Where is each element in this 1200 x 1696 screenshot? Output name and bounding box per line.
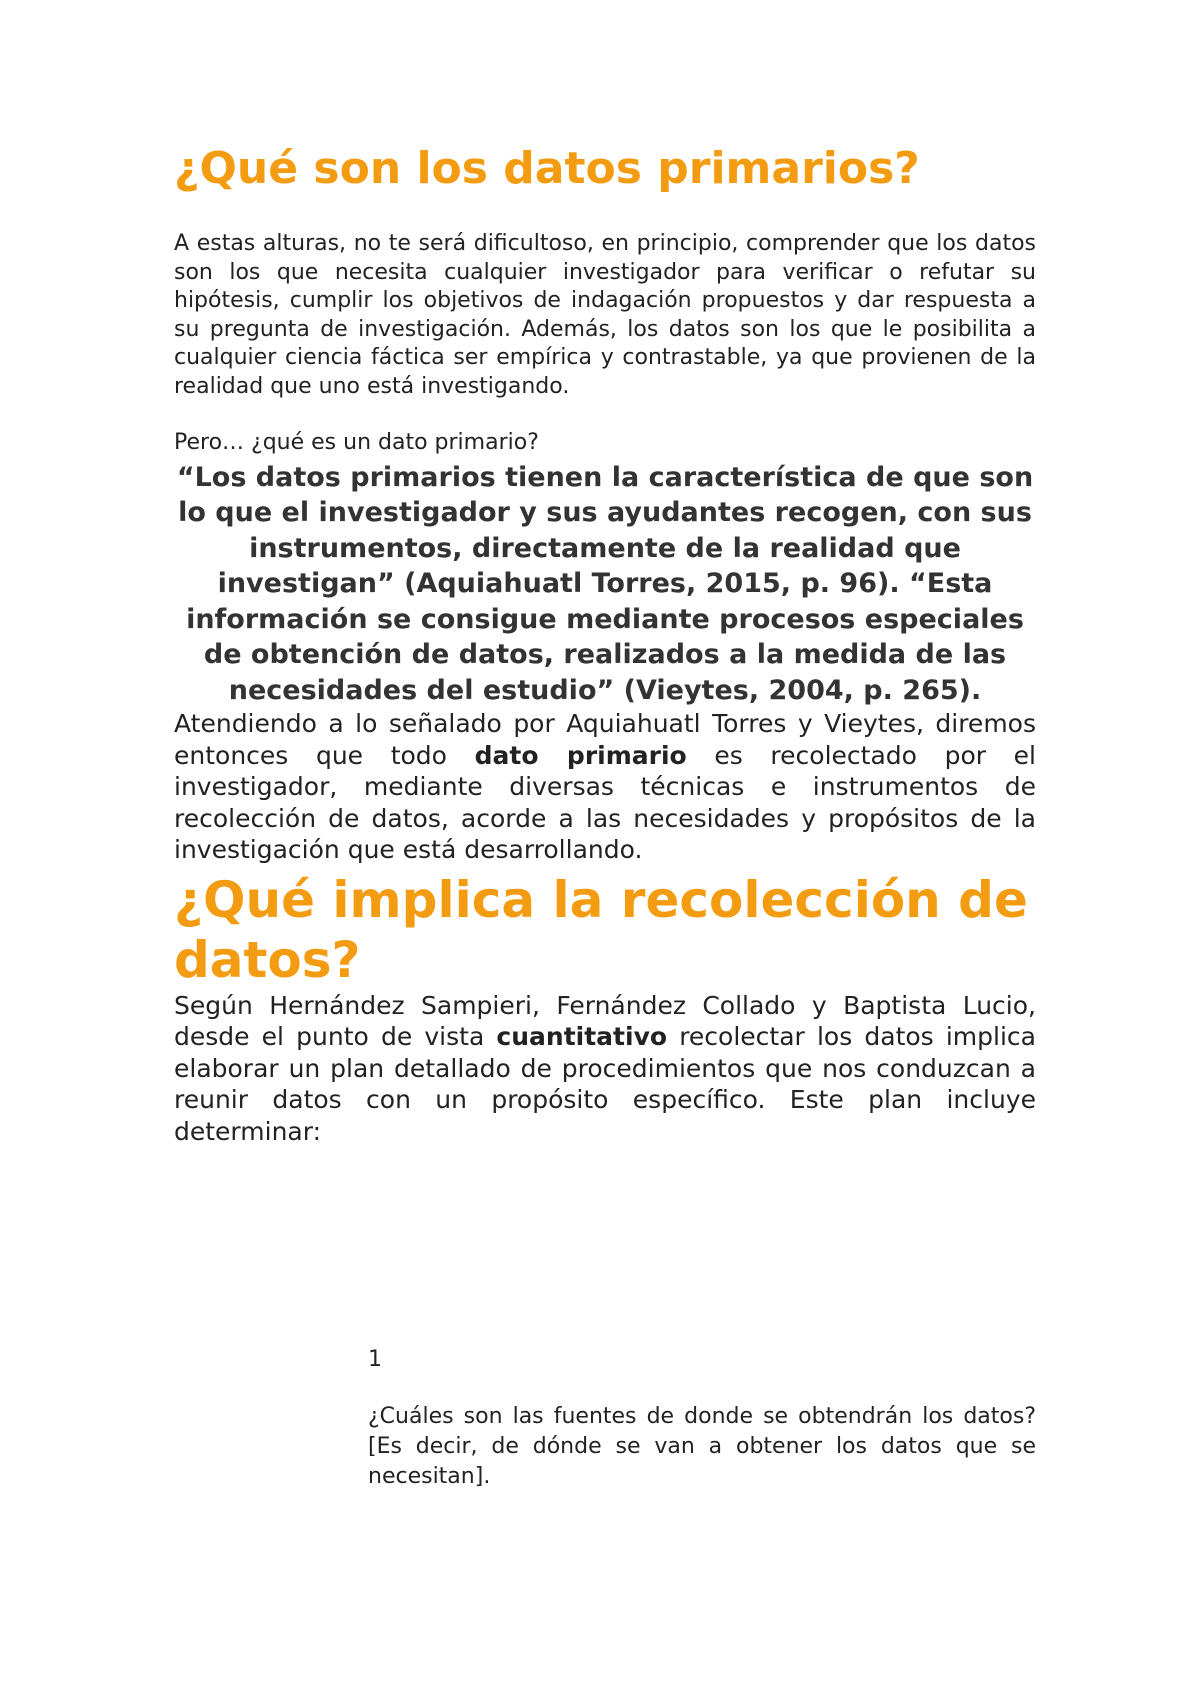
conclusion-text-start: Atendiendo a lo señalado por Aquiahuatl Torres y Vieytes, diremos entonces que todo — [174, 709, 1036, 770]
conclusion-text-end: es recolectado por el investigador, mediante diversas técnicas e instrumentos de recolección de datos, acorde a las necesidades y propósitos de la investigación que está desarrollando. — [174, 740, 1036, 864]
highlight-dato-primario: dato primario — [474, 740, 687, 770]
list-item-text: ¿Cuáles son las fuentes de donde se obtendrán los datos? [Es decir, de dónde se van a obtener los datos que se necesitan]. — [368, 1404, 1036, 1489]
highlight-cuantitativo: cuantitativo — [496, 1022, 668, 1051]
section-title-primary-data: ¿Qué son los datos primarios? — [174, 143, 920, 194]
collection-paragraph — [174, 990, 1036, 1148]
section-title-data-collection: ¿Qué implica la recolección de datos? — [174, 870, 1028, 989]
collection-text-start: Según Hernández Sampieri, Fernández Collado y Baptista Lucio, desde el punto de vista — [174, 990, 1036, 1051]
citation-quote: “Los datos primarios tienen la característica de que son lo que el investigador y sus ayudantes recogen, con sus instrumentos, directamente de la realidad que investigan” (Aquiahuatl Torres, 2015, p. 96). “Esta información se consigue mediante procesos especiales de obtención de datos, realizados a la medida de las necesidades del estudio” (Vieytes, 2004, p. 265). — [176, 461, 1034, 706]
document-page — [174, 140, 1036, 1147]
intro-paragraph: A estas alturas, no te será dificultoso, en principio, comprender que los datos son los que necesita cualquier investigador para verificar o refutar su hipótesis, cumplir los objetivos de indagación propuestos y dar respuesta a su pregunta de investigación. Además, los datos son los que le posibilita a cualquier ciencia fáctica ser empírica y contrastable, ya que provienen de la realidad que uno está investigando. — [174, 231, 1036, 399]
question-line: Pero… ¿qué es un dato primario? — [174, 430, 539, 455]
collection-text-end: recolectar los datos implica elaborar un plan detallado de procedimientos que nos conduzcan a reunir datos con un propósito específico. Este plan incluye determinar: — [174, 1022, 1036, 1146]
list-item-number: 1 — [368, 1347, 382, 1372]
conclusion-paragraph — [174, 708, 1036, 866]
list-item — [368, 1346, 1036, 1492]
